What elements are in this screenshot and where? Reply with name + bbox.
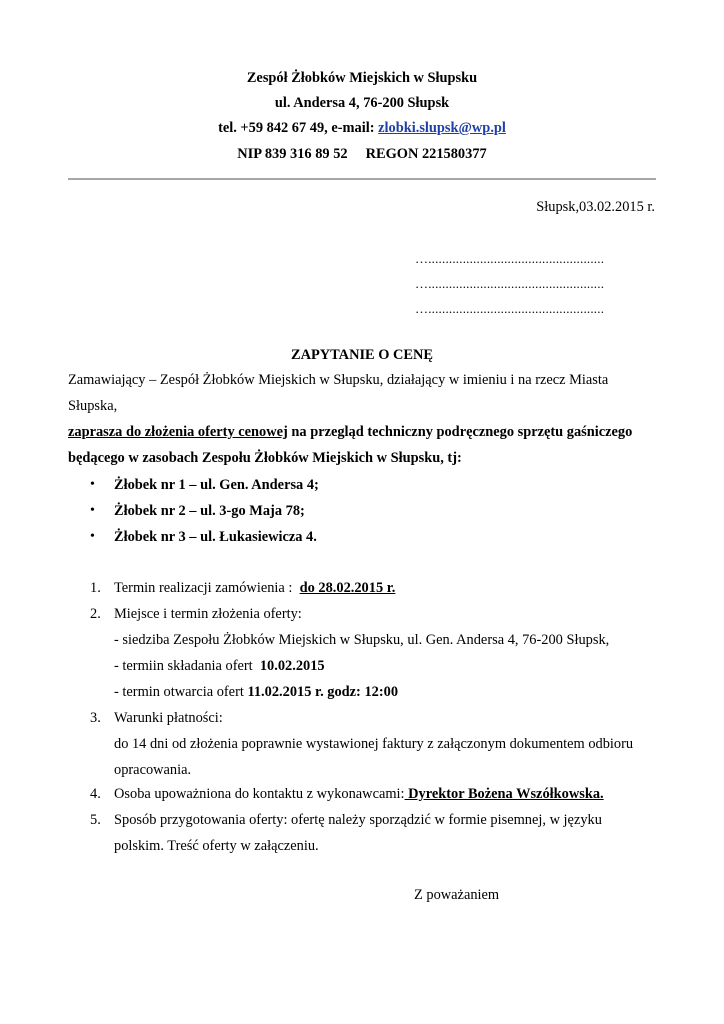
- item-text: - termiin składania ofert: [114, 658, 260, 674]
- submission-date: 10.02.2015: [259, 658, 325, 674]
- item-text: Miejsce i termin złożenia oferty:: [114, 606, 302, 622]
- contact-person: Dyrektor Bożena Wszółkowska.: [404, 786, 604, 802]
- payment-terms: opracowania.: [114, 762, 192, 778]
- item-number: 1.: [90, 580, 101, 596]
- opening-deadline: [114, 684, 398, 701]
- item-number: 2.: [90, 606, 101, 622]
- item-deadline: [114, 580, 395, 597]
- payment-terms: do 14 dni od złożenia poprawnie wystawionej faktury z załączonym dokumentem odbioru: [114, 736, 634, 752]
- location-item: Żłobek nr 3 – ul. Łukasiewicza 4.: [114, 529, 317, 545]
- org-address: ul. Andersa 4, 76-200 Słupsk: [274, 95, 450, 111]
- email-link[interactable]: zlobki.slupsk@wp.pl: [378, 120, 506, 136]
- item-text: Termin realizacji zamówienia :: [114, 580, 300, 596]
- item-number: 5.: [90, 812, 101, 828]
- recipient-line: …...................................................: [415, 251, 605, 266]
- bullet-icon: •: [90, 503, 95, 518]
- org-name: Zespół Żłobków Miejskich w Słupsku: [246, 70, 478, 86]
- recipient-line: …...................................................: [415, 276, 605, 291]
- item-text: Osoba upoważniona do kontaktu z wykonawcami:: [114, 786, 405, 802]
- invitation-rest: na przegląd techniczny podręcznego sprzętu gaśniczego: [287, 424, 633, 440]
- intro-line: Słupska,: [68, 398, 118, 414]
- bullet-icon: •: [90, 529, 95, 544]
- item-text: polskim. Treść oferty w załączeniu.: [114, 838, 319, 854]
- item-number: 3.: [90, 710, 101, 726]
- bullet-icon: •: [90, 477, 95, 492]
- intro-invitation: [68, 424, 632, 441]
- location-item: Żłobek nr 2 – ul. 3-go Maja 78;: [114, 503, 305, 519]
- intro-line: Zamawiający – Zespół Żłobków Miejskich w Słupsku, działający w imieniu i na rzecz Miasta: [68, 372, 609, 388]
- closing-text: Z poważaniem: [414, 887, 500, 903]
- org-ids: NIP 839 316 89 52 REGON 221580377: [237, 146, 487, 162]
- document-title: ZAPYTANIE O CENĘ: [290, 347, 434, 363]
- item-text: Warunki płatności:: [114, 710, 223, 726]
- recipient-line: …...................................................: [415, 301, 605, 316]
- item-number: 4.: [90, 786, 101, 802]
- header-divider: [68, 178, 656, 180]
- item-text: - termin otwarcia ofert: [114, 684, 248, 700]
- item-text: Sposób przygotowania oferty: ofertę należy sporządzić w formie pisemnej, w języku: [114, 812, 602, 828]
- submission-place: - siedziba Zespołu Żłobków Miejskich w Słupsku, ul. Gen. Andersa 4, 76-200 Słupsk,: [114, 632, 610, 648]
- deadline-date: do 28.02.2015 r.: [299, 580, 396, 596]
- document-date: Słupsk,03.02.2015 r.: [536, 199, 655, 215]
- intro-line: będącego w zasobach Zespołu Żłobków Miejskich w Słupsku, tj:: [68, 450, 462, 466]
- location-item: Żłobek nr 1 – ul. Gen. Andersa 4;: [114, 477, 319, 493]
- contact-person-line: [114, 786, 604, 803]
- phone-text: tel. +59 842 67 49, e-mail:: [218, 120, 379, 136]
- org-contact: [0, 120, 724, 137]
- submission-deadline: [114, 658, 325, 675]
- opening-date: 11.02.2015 r. godz: 12:00: [247, 684, 399, 700]
- invitation-underlined: zaprasza do złożenia oferty cenowej: [68, 424, 288, 440]
